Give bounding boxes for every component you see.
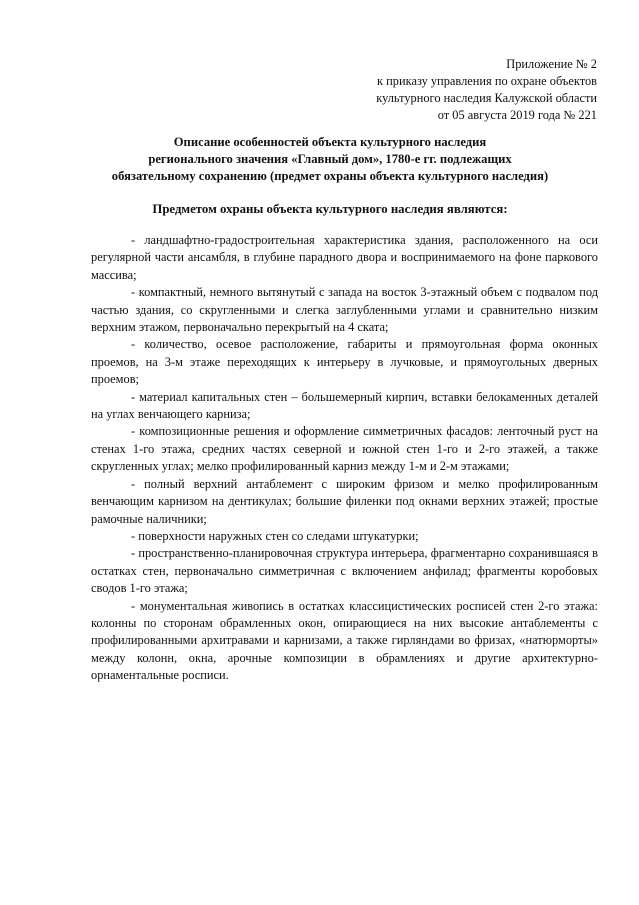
list-item: - материал капитальных стен – большемерный кирпич, вставки белокаменных деталей на углах венчающего карниза; bbox=[91, 389, 598, 422]
protection-items-list bbox=[91, 232, 598, 685]
list-item: - композиционные решения и оформление симметричных фасадов: ленточный руст на стенах 1-го этажа, средних частях северной и южной стен 1-го и 2-го этажей, а также скругленных углах; мелко профилированный карниз между 1-м и 2-м этажами; bbox=[91, 424, 598, 474]
title-line-2: регионального значения «Главный дом», 1780-е гг. подлежащих bbox=[148, 152, 512, 166]
title-line-3: обязательному сохранению (предмет охраны объекта культурного наследия) bbox=[111, 169, 549, 183]
appendix-number: Приложение № 2 bbox=[506, 57, 597, 71]
appendix-header bbox=[300, 56, 597, 124]
appendix-authority-line: культурного наследия Калужской области bbox=[376, 91, 597, 105]
appendix-date-line: от 05 августа 2019 года № 221 bbox=[437, 108, 597, 122]
title-line-1: Описание особенностей объекта культурного наследия bbox=[173, 135, 487, 149]
list-item: - ландшафтно-градостроительная характеристика здания, расположенного на оси регулярной части ансамбля, в глубине парадного двора и воспринимаемого на фоне паркового массива; bbox=[91, 233, 598, 282]
document-title bbox=[60, 134, 600, 185]
list-item: - пространственно-планировочная структура интерьера, фрагментарно сохранившаяся в остатках стен, первоначально симметричная с включением анфилад; фрагменты коробовых сводов 1-го этажа; bbox=[91, 546, 598, 596]
list-item: - компактный, немного вытянутый с запада на восток 3-этажный объем с подвалом под частью здания, со скругленными и слегка заглубленными углами и сравнительно низким верхним этажом, первоначально перекрытый на 4 ската; bbox=[91, 285, 598, 335]
list-item: - полный верхний антаблемент с широким фризом и мелко профилированным венчающим карнизом на дентикулах; большие филенки под окнами верхних этажей; простые рамочные наличники; bbox=[91, 476, 598, 526]
list-item: - монументальная живопись в остатках классицистических росписей стен 2-го этажа: колонны по сторонам обрамленных окон, опирающиеся на них высокие антаблементы с профилированными архитравами и карнизами, а также гирляндами во фризах, «натюрморты» между колонн, окна, арочные композиции в обрамлениях и другие архитектурно-орнаментальные росписи. bbox=[91, 598, 598, 683]
section-heading: Предметом охраны объекта культурного наследия являются: bbox=[152, 202, 508, 216]
list-item: - поверхности наружных стен со следами штукатурки; bbox=[131, 528, 419, 543]
list-item: - количество, осевое расположение, габариты и прямоугольная форма оконных проемов, на 3-м этаже переходящих к интерьеру в лучковые, и прямоугольных дверных проемов; bbox=[91, 337, 598, 387]
appendix-order-line: к приказу управления по охране объектов bbox=[377, 74, 597, 88]
